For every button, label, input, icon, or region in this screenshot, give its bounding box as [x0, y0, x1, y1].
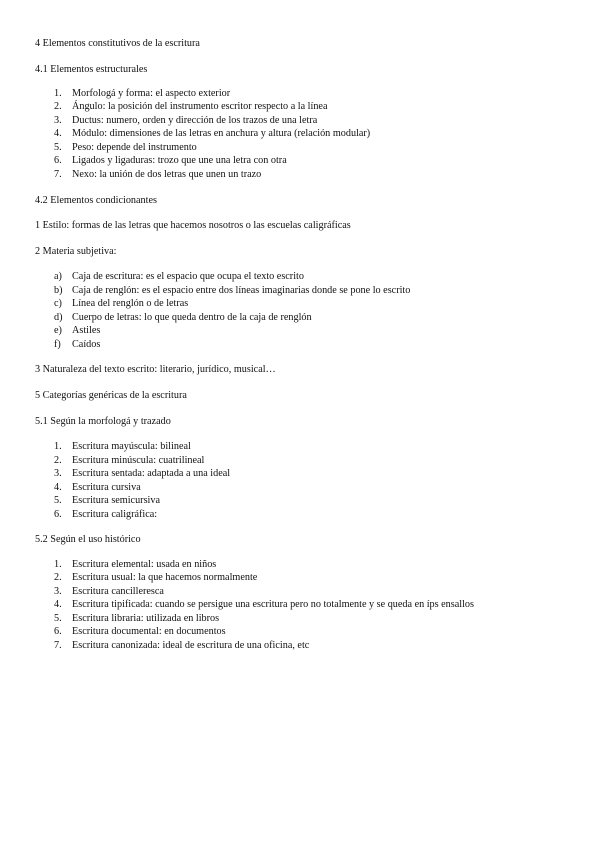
- list-item-text: Escritura sentada: adaptada a una ideal: [72, 468, 231, 479]
- list-item-number: 7.: [54, 640, 62, 651]
- list-item-number: 4.: [54, 482, 62, 493]
- list-item-number: 3.: [54, 115, 62, 126]
- list-item-text: Astiles: [72, 325, 101, 336]
- list-item-letter: e): [54, 325, 62, 336]
- list-item-text: Nexo: la unión de dos letras que unen un trazo: [72, 169, 262, 180]
- heading-section-5-1: 5.1 Según la morfologá y trazado: [35, 416, 171, 427]
- list-item-text: Escritura mayúscula: bilineal: [72, 441, 191, 452]
- list-item-text: Cuerpo de letras: lo que queda dentro de la caja de renglón: [72, 312, 312, 323]
- list-item-text: Línea del renglón o de letras: [72, 298, 189, 309]
- paragraph-estilo: 1 Estilo: formas de las letras que hacemos nosotros o las escuelas caligráficas: [35, 220, 351, 231]
- list-item-number: 3.: [54, 468, 62, 479]
- paragraph-naturaleza: 3 Naturaleza del texto escrito: literario, jurídico, musical…: [35, 364, 276, 375]
- list-item-text: Módulo: dimensiones de las letras en anchura y altura (relación modular): [72, 128, 371, 139]
- list-item-text: Escritura elemental: usada en niños: [72, 559, 217, 570]
- list-item-text: Escritura caligráfica:: [72, 509, 158, 520]
- list-item-text: Escritura cursiva: [72, 482, 141, 493]
- heading-section-4-2: 4.2 Elementos condicionantes: [35, 195, 157, 206]
- list-item-number: 2.: [54, 101, 62, 112]
- heading-section-5: 5 Categorías genéricas de la escritura: [35, 390, 187, 401]
- list-item-text: Caídos: [72, 339, 101, 350]
- list-item-number: 1.: [54, 559, 62, 570]
- list-item-number: 1.: [54, 88, 62, 99]
- list-item-number: 7.: [54, 169, 62, 180]
- list-item-number: 6.: [54, 155, 62, 166]
- list-item-text: Escritura documental: en documentos: [72, 626, 226, 637]
- list-item-text: Escritura tipificada: cuando se persigue una escritura pero no totalmente y se queda en íps ensallos: [72, 599, 474, 610]
- list-item-text: Ligados y ligaduras: trozo que une una letra con otra: [72, 155, 287, 166]
- list-item-text: Morfologá y forma: el aspecto exterior: [72, 88, 231, 99]
- list-item-text: Caja de escritura: es el espacio que ocupa el texto escrito: [72, 271, 304, 282]
- heading-section-5-2: 5.2 Según el uso histórico: [35, 534, 141, 545]
- list-item-text: Escritura semicursiva: [72, 495, 160, 506]
- list-item-text: Escritura cancilleresca: [72, 586, 164, 597]
- list-item-number: 4.: [54, 599, 62, 610]
- list-item-letter: a): [54, 271, 62, 282]
- list-item-number: 4.: [54, 128, 62, 139]
- list-item-number: 5.: [54, 495, 62, 506]
- list-item-letter: b): [54, 285, 63, 296]
- list-item-text: Escritura libraria: utilizada en libros: [72, 613, 220, 624]
- heading-section-4-1: 4.1 Elementos estructurales: [35, 64, 148, 75]
- list-item-text: Ductus: numero, orden y dirección de los trazos de una letra: [72, 115, 318, 126]
- list-item-number: 5.: [54, 142, 62, 153]
- list-item-number: 5.: [54, 613, 62, 624]
- list-item-number: 2.: [54, 455, 62, 466]
- list-item-number: 3.: [54, 586, 62, 597]
- heading-section-4: 4 Elementos constitutivos de la escritura: [35, 38, 200, 49]
- list-item-text: Peso: depende del instrumento: [72, 142, 197, 153]
- paragraph-materia-subjetiva: 2 Materia subjetiva:: [35, 246, 117, 257]
- list-item-letter: f): [54, 339, 61, 350]
- list-item-number: 1.: [54, 441, 62, 452]
- list-item-text: Escritura canonizada: ideal de escritura de una oficina, etc: [72, 640, 310, 651]
- list-item-number: 6.: [54, 626, 62, 637]
- list-item-number: 2.: [54, 572, 62, 583]
- list-item-text: Escritura minúscula: cuatrilineal: [72, 455, 205, 466]
- list-item-text: Ángulo: la posición del instrumento escritor respecto a la línea: [72, 101, 328, 112]
- list-item-letter: c): [54, 298, 62, 309]
- list-item-text: Caja de renglón: es el espacio entre dos líneas imaginarias donde se pone lo escrito: [72, 285, 411, 296]
- list-item-letter: d): [54, 312, 63, 323]
- list-item-text: Escritura usual: la que hacemos normalmente: [72, 572, 258, 583]
- list-item-number: 6.: [54, 509, 62, 520]
